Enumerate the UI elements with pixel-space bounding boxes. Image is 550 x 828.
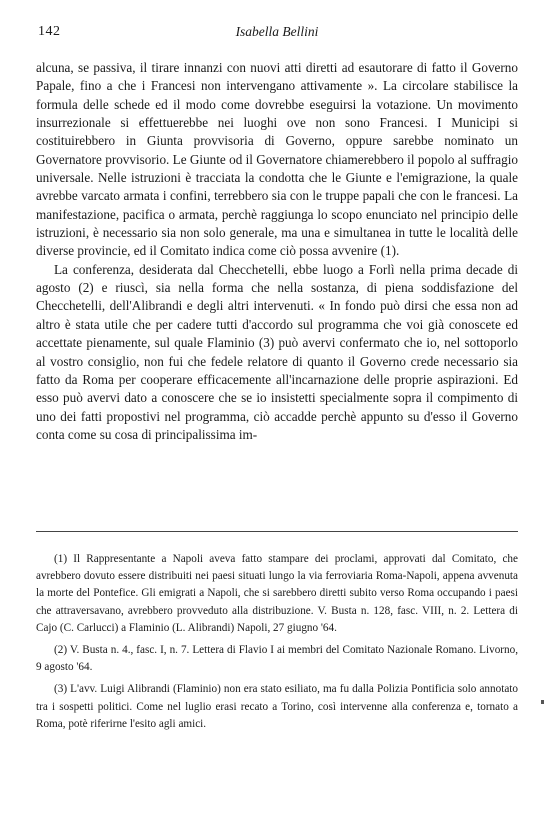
margin-mark (541, 700, 544, 704)
footnote: (3) L'avv. Luigi Alibrandi (Flaminio) non era stato esiliato, ma fu dalla Polizia Pontificia solo annotato tra i sospetti politici. Come nel luglio erasi recato a Torino, così intervenne alla conferenza e, tornato a Roma, potè riferirne l'esito agli amici. (36, 683, 518, 730)
footnote-divider (36, 531, 518, 532)
footnote: (2) V. Busta n. 4., fasc. I, n. 7. Lettera di Flavio I ai membri del Comitato Nazionale Romano. Livorno, 9 agosto '64. (36, 644, 518, 674)
footnote: (1) Il Rappresentante a Napoli aveva fatto stampare dei proclami, approvati dal Comitato, che avrebbero dovuto essere distribuiti nei paesi situati lungo la via ferroviaria Roma-Napoli, appena avvenuta la morte del Pontefice. Gli emigrati a Napoli, che si sarebbero diretti subito verso Roma occupando i paesi che attraversavano, avrebbero provveduto alla distribuzione. V. Busta n. 128, fasc. VIII, n. 2. Lettera di Cajo (C. Carlucci) a Flaminio (L. Alibrandi) Napoli, 27 giugno '64. (36, 553, 518, 634)
page-number: 142 (38, 24, 61, 39)
footnotes (36, 551, 518, 733)
running-title: Isabella Bellini (235, 24, 319, 39)
paragraph: La conferenza, desiderata dal Checchetelli, ebbe luogo a Forlì nella prima decade di agosto (2) e riuscì, sia nella forma che nella sostanza, di piena soddisfazione del Checchetelli, dell'Alibrandi e degli altri intervenuti. « In fondo può dirsi che essa non ad altro è stata utile che per cadere tutti d'accordo sul programma che voi già conoscete ed accettate pienamente, sul quale Flaminio (3) può avervi confermato che io, nel sottoporlo al vostro consiglio, non fui che fedele relatore di quanto il Governo crede necessario sia fatto da Roma per cooperare efficacemente all'incarnazione delle proprie aspirazioni. Ed esso può avervi dato a conoscere che se io insistetti specialmente sopra il compimento di uno dei fatti propostivi nel programma, ciò accadde perchè appunto su d'esso il Governo conta come su cosa di principalissima im- (36, 261, 518, 442)
paragraph: alcuna, se passiva, il tirare innanzi con nuovi atti diretti ad esautorare di fatto il Governo Papale, fino a che i Francesi non intervengano attivamente ». La circolare stabilisce la formula delle schede ed il modo come dovrebbe eseguirsi la votazione. Un movimento insurrezionale si effettuerebbe nei luoghi ove non sono Francesi. I Municipi si costituirebbero in Giunta provvisoria di Governo, oppure sarebbe nominato un Governatore provvisorio. Le Giunte od il Governatore chiamerebbero il popolo al suffragio universale. Nelle istruzioni è tracciata la condotta che le Giunte e l'emigrazione, la quale avrebbe varcato armata i confini, terrebbero sia con le truppe papali che con le francesi. La manifestazione, pacifica o armata, perchè raggiunga lo scopo enunciato nel principio delle istruzioni, è necessario sia non solo generale, ma una e simultanea in tutte le località delle diverse provincie, ed il Comitato indica come ciò possa avvenire (1). (36, 60, 518, 259)
main-text (36, 59, 518, 444)
page-header (38, 24, 516, 42)
